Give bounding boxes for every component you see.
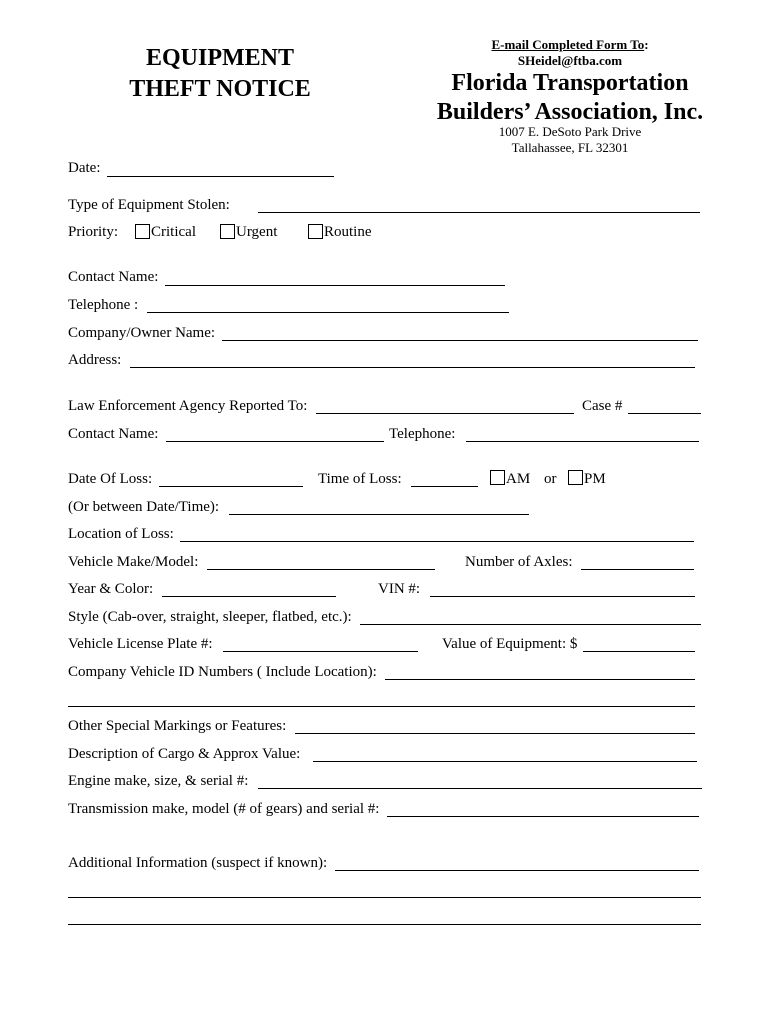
org-address-line2: Tallahassee, FL 32301 [511,140,629,155]
priority-routine-checkbox[interactable] [308,224,323,239]
company-owner-field[interactable] [222,340,698,341]
between-datetime-field[interactable] [229,514,529,515]
telephone-field[interactable] [147,312,509,313]
form-title-line1: EQUIPMENT [145,45,294,71]
between-datetime-label: (Or between Date/Time): [68,499,220,515]
axles-field[interactable] [581,569,694,570]
priority-urgent-label: Urgent [236,224,278,240]
style-label: Style (Cab-over, straight, sleeper, flatbed, etc.): [68,609,352,625]
equipment-type-label: Type of Equipment Stolen: [68,197,230,213]
engine-label: Engine make, size, & serial #: [68,773,249,789]
year-color-field[interactable] [162,596,336,597]
location-of-loss-field[interactable] [180,541,694,542]
priority-label: Priority: [68,224,119,240]
email-instruction [420,37,720,53]
vin-label: VIN #: [378,581,421,597]
email-address: SHeidel@ftba.com [517,53,623,68]
date-of-loss-field[interactable] [159,486,303,487]
telephone-label: Telephone : [68,297,139,313]
am-checkbox[interactable] [490,470,505,485]
form-title-line2: THEFT NOTICE [129,76,311,102]
pm-checkbox[interactable] [568,470,583,485]
or-label: or [544,471,557,487]
law-agency-field[interactable] [316,413,574,414]
pm-label: PM [584,471,606,487]
equipment-value-field[interactable] [583,651,695,652]
priority-routine-label: Routine [324,224,372,240]
am-label: AM [506,471,531,487]
org-name-line1: Florida Transportation [451,70,689,96]
additional-info-field-line3[interactable] [68,924,701,925]
date-label: Date: [68,160,101,176]
priority-urgent-checkbox[interactable] [220,224,235,239]
case-number-field[interactable] [628,413,701,414]
equipment-value-label: Value of Equipment: $ [442,636,578,652]
equipment-type-field[interactable] [258,212,700,213]
date-of-loss-label: Date Of Loss: [68,471,153,487]
year-color-label: Year & Color: [68,581,154,597]
agency-contact-name-label: Contact Name: [68,426,159,442]
additional-info-field[interactable] [335,870,699,871]
license-plate-label: Vehicle License Plate #: [68,636,213,652]
special-markings-field[interactable] [295,733,695,734]
additional-info-label: Additional Information (suspect if known): [68,855,328,871]
license-plate-field[interactable] [223,651,418,652]
priority-critical-checkbox[interactable] [135,224,150,239]
email-instruction-colon: : [644,37,649,52]
vehicle-make-field[interactable] [207,569,435,570]
priority-critical-label: Critical [151,224,196,240]
law-agency-label: Law Enforcement Agency Reported To: [68,398,308,414]
company-vehicle-id-field-extra[interactable] [68,706,695,707]
agency-contact-name-field[interactable] [166,441,384,442]
contact-name-field[interactable] [165,285,505,286]
org-name-line2: Builders’ Association, Inc. [436,99,704,125]
vehicle-make-label: Vehicle Make/Model: [68,554,199,570]
company-vehicle-id-label: Company Vehicle ID Numbers ( Include Location): [68,664,377,680]
case-number-label: Case # [582,398,623,414]
address-field[interactable] [130,367,695,368]
location-of-loss-label: Location of Loss: [68,526,174,542]
address-label: Address: [68,352,122,368]
transmission-field[interactable] [387,816,699,817]
transmission-label: Transmission make, model (# of gears) and serial #: [68,801,380,817]
special-markings-label: Other Special Markings or Features: [68,718,287,734]
contact-name-label: Contact Name: [68,269,159,285]
date-field[interactable] [107,176,334,177]
agency-telephone-field[interactable] [466,441,699,442]
agency-telephone-label: Telephone: [389,426,456,442]
time-of-loss-label: Time of Loss: [318,471,402,487]
company-vehicle-id-field[interactable] [385,679,695,680]
axles-label: Number of Axles: [465,554,573,570]
cargo-description-label: Description of Cargo & Approx Value: [68,746,301,762]
cargo-description-field[interactable] [313,761,697,762]
style-field[interactable] [360,624,701,625]
vin-field[interactable] [430,596,695,597]
email-instruction-label: E-mail Completed Form To [491,37,645,52]
time-of-loss-field[interactable] [411,486,478,487]
additional-info-field-line2[interactable] [68,897,701,898]
engine-field[interactable] [258,788,702,789]
company-owner-label: Company/Owner Name: [68,325,216,341]
org-address-line1: 1007 E. DeSoto Park Drive [498,124,642,139]
